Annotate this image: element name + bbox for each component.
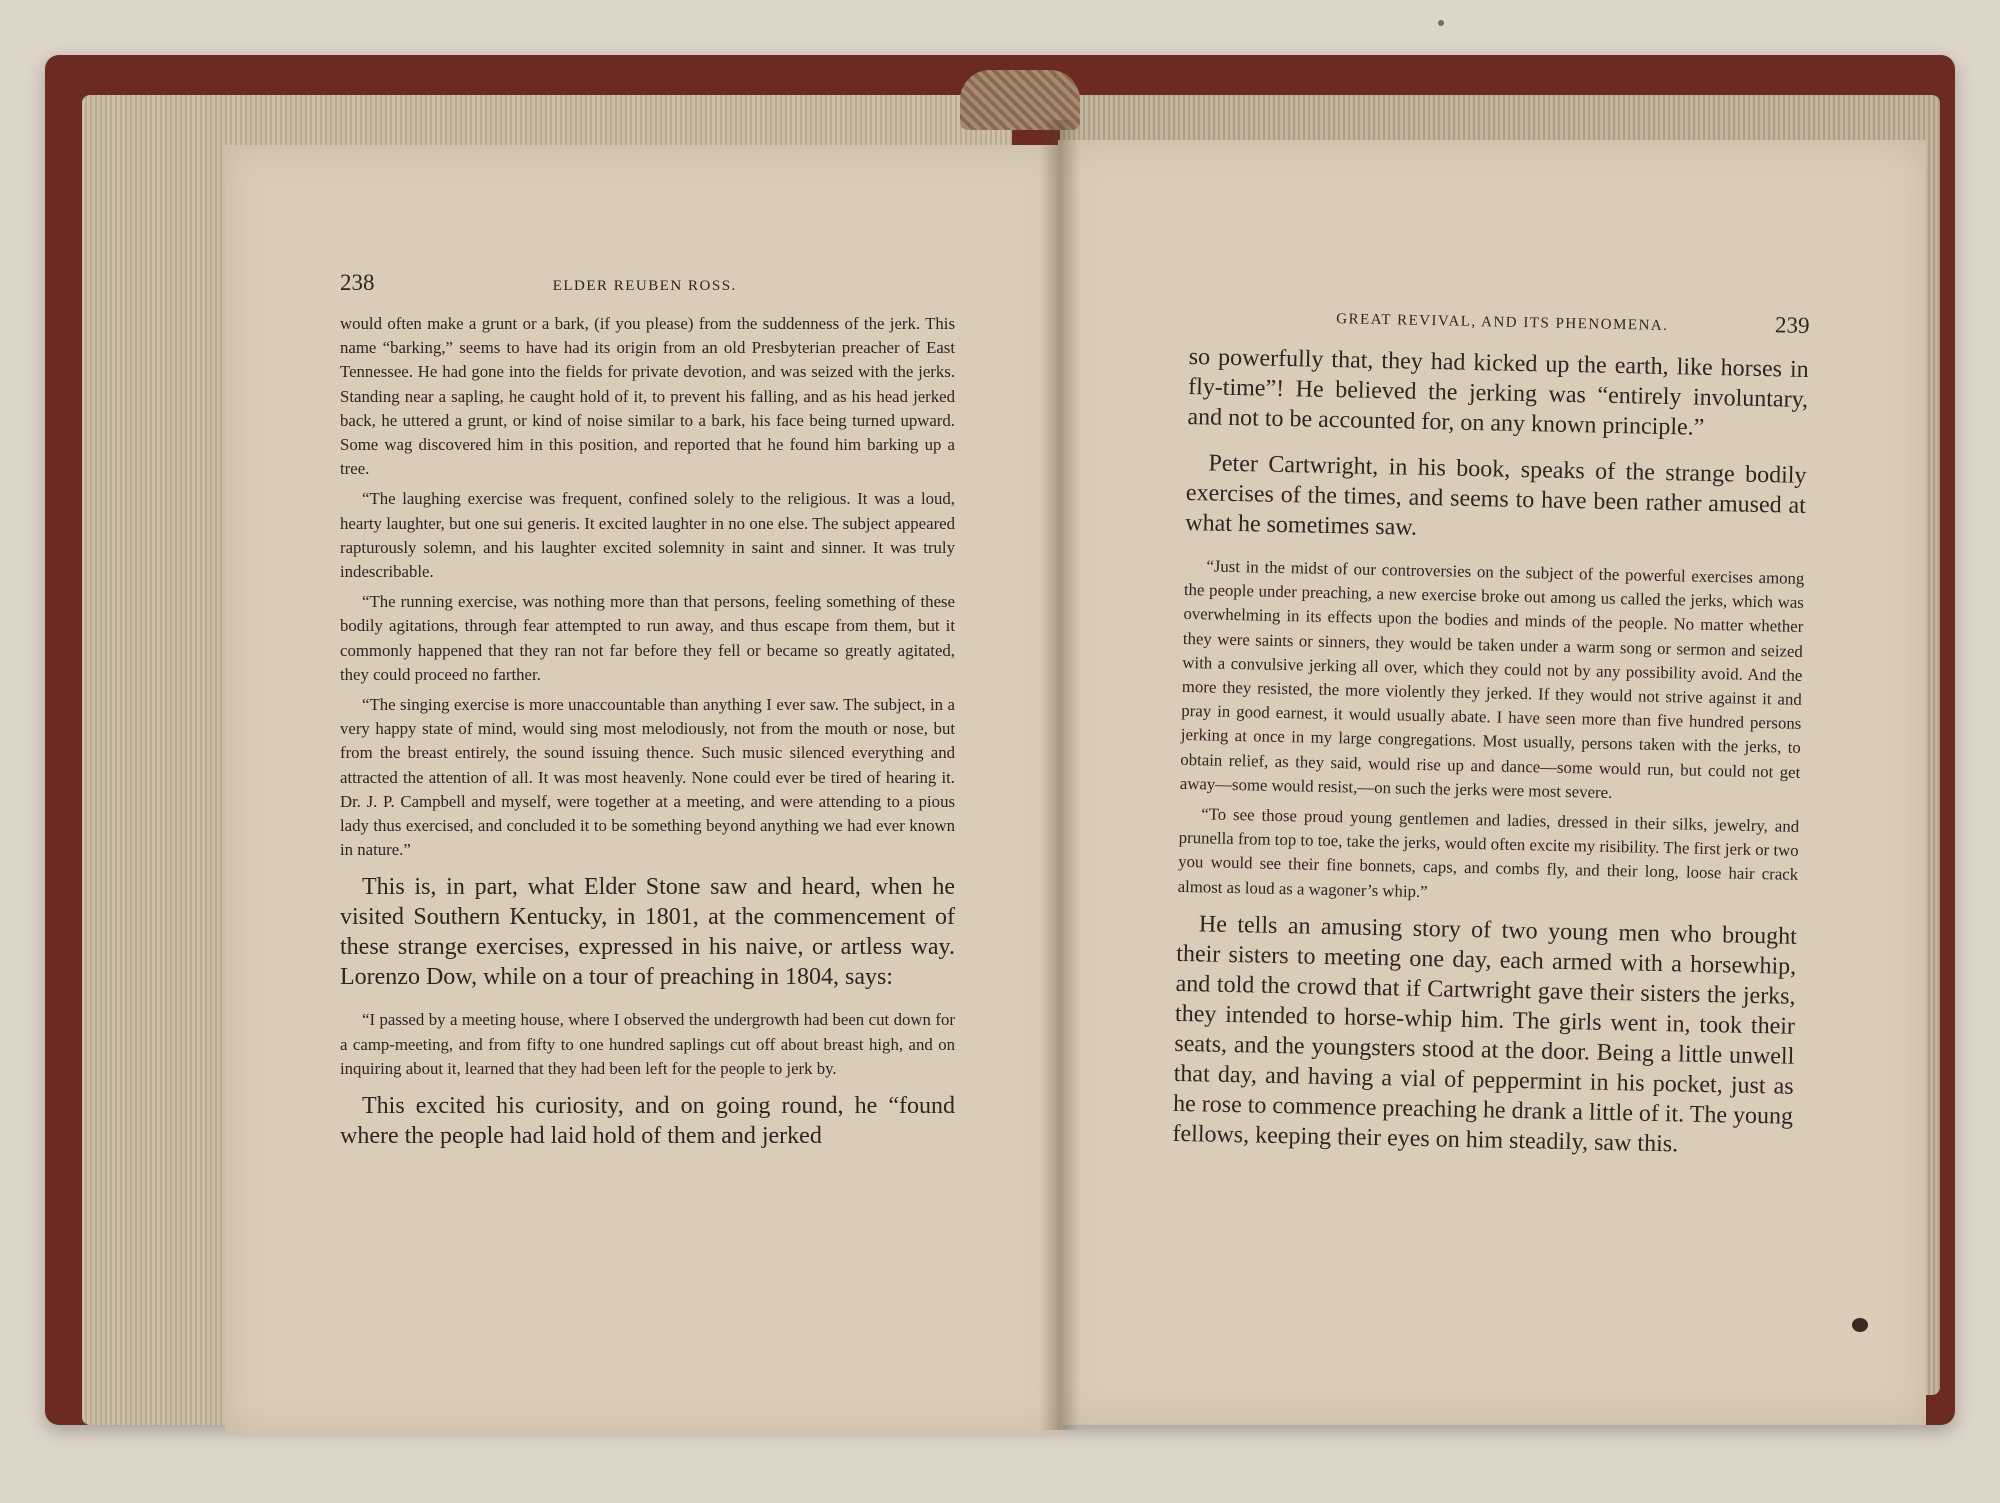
paragraph-meeting-house-quote: “I passed by a meeting house, where I observed the undergrowth had been cut down for a camp-meeting, and from fifty to one hundred saplings cut off about breast high, and on inquiring about it, learned that they had been left for the people to jerk by. <box>340 1010 955 1078</box>
ink-spot <box>1852 1318 1868 1332</box>
left-page-text <box>340 270 955 1167</box>
page-number-right: 239 <box>1774 312 1810 338</box>
paragraph-fly-time: so powerfully that, they had kicked up the earth, like horses in fly-time”! He believed the jerking was “entirely involuntary, and not to be accounted for, on any known principle.” <box>1187 343 1809 441</box>
left-page-header <box>340 270 955 296</box>
paragraph-running-exercise: “The running exercise, was nothing more than that persons, feeling something of these bodily agitations, through fear attempted to run away, and thus escape from them, but it commonly happened that they ran not far before they fell or became so greatly agitated, they could proceed no farther. <box>340 592 955 684</box>
paragraph-laughing-exercise: “The laughing exercise was frequent, confined solely to the religious. It was a loud, hearty laughter, but one sui generis. It excited laughter in no one else. The subject appeared rapturously solemn, and his laughter excited solemnity in saint and sinner. It was truly indescribable. <box>340 489 955 582</box>
paragraph-jerks-quote: “Just in the midst of our controversies on the subject of the powerful exercises among the people under preaching, a new exercise broke out among us called the jerks, which was overwhelming in its effects upon the bodies and minds of the people. No matter whether they were saints or sinners, they would be taken under a warm song or sermon and seized with a convulsive jerking all over, which they could not by any possibility avoid. And the more they resisted, the more violently they jerked. If they would not strive against it and pray in good earnest, it would usually abate. I have seen more than five hundred persons jerking at once in my large congregations. Most usually, persons taken with the jerks, to obtain relief, as they said, would rise up and dance—some would run, but could not get away—some would resist,—on such the jerks were most severe. <box>1179 556 1805 802</box>
paragraph-proud-gentlemen-quote: “To see those proud young gentlemen and ladies, dressed in their silks, jewelry, and prunella from top to toe, take the jerks, would often excite my risibility. The first jerk or two you would see their fine bonnets, caps, and combs fly, and their long, loose hair crack almost as loud as a wagoner’s whip.” <box>1177 804 1800 901</box>
paragraph-elder-stone: This is, in part, what Elder Stone saw and heard, when he visited Southern Kentucky, in 1801, at the commencement of these strange exercises, expressed in his naive, or artless way. Lorenzo Dow, while on a tour of preaching in 1804, says: <box>340 874 955 991</box>
running-head-right: GREAT REVIVAL, AND ITS PHENOMENA. <box>1336 311 1669 335</box>
right-page-text <box>1172 300 1810 1178</box>
paragraph-barking: would often make a grunt or a bark, (if you please) from the suddenness of the jerk. This name “barking,” seems to have had its origin from an old Presbyterian preacher of East Tennessee. He had gone into the fields for private devotion, and was seized with the jerks. Standing near a sapling, he caught hold of it, to prevent his falling, and as his head jerked back, he uttered a grunt, or kind of noise similar to a bark, his face being turned upward. Some wag discovered him in this position, and reported that he found him barking up a tree. <box>340 314 955 479</box>
paragraph-amusing-story: He tells an amusing story of two young men who brought their sisters to meeting one day, each armed with a horsewhip, and told the crowd that if Cartwright gave their sisters the jerks, they intended to horse-whip him. The girls went in, took their seats, and the youngsters stood at the door. Being a little unwell that day, and having a vial of peppermint in his pocket, just as he rose to commence preaching he drank a little of it. The young fellows, keeping their eyes on him steadily, saw this. <box>1172 911 1798 1158</box>
paragraph-peter-cartwright: Peter Cartwright, in his book, speaks of the strange bodily exercises of the times, and seems to have been rather amused at what he sometimes saw. <box>1185 450 1807 541</box>
paragraph-curiosity: This excited his curiosity, and on going round, he “found where the people had laid hold of them and jerked <box>340 1093 955 1150</box>
page-gutter <box>1040 120 1080 1430</box>
paper-speck <box>1438 20 1444 26</box>
paragraph-singing-exercise: “The singing exercise is more unaccountable than anything I ever saw. The subject, in a very happy state of mind, would sing most melodiously, not from the mouth or nose, but from the breast entirely, the sound issuing thence. Such music silenced everything and attracted the attention of all. It was most heavenly. None could ever be tired of hearing it. Dr. J. P. Campbell and myself, were together at a meeting, and were attending to a pious lady thus exercised, and concluded it to be something beyond anything we had ever known in nature.” <box>340 695 955 860</box>
running-head-left: ELDER REUBEN ROSS. <box>552 278 737 294</box>
page-number-left: 238 <box>340 270 375 295</box>
